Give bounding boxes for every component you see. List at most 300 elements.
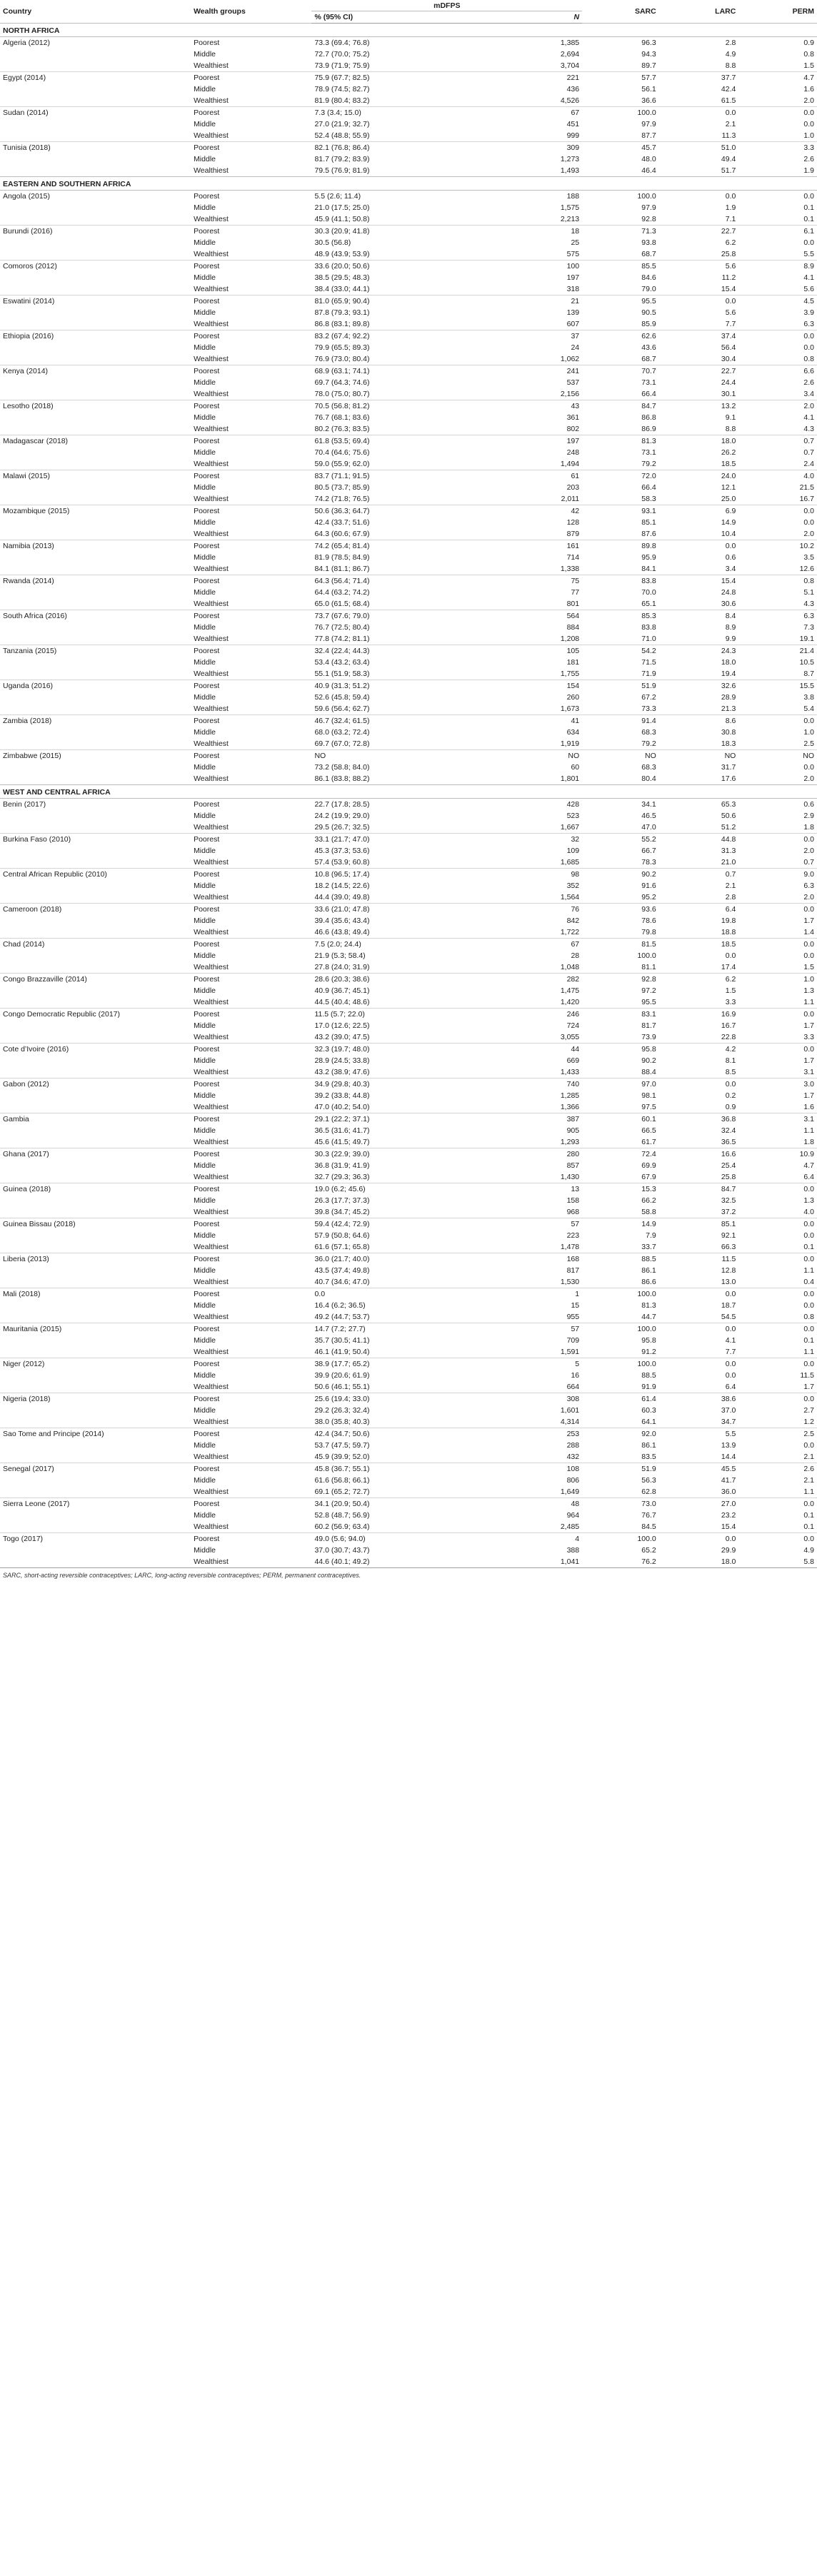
country-cell-empty — [0, 458, 191, 470]
country-cell-empty — [0, 1311, 191, 1323]
mdfps-pct-ci: 45.9 (41.1; 50.8) — [314, 215, 370, 223]
country-name: Angola (2015) — [3, 192, 50, 201]
mdfps-n: 1,494 — [560, 460, 580, 468]
sarc-value: 97.5 — [641, 1103, 656, 1111]
larc-value: 34.7 — [721, 1418, 736, 1426]
mdfps-n: 1,285 — [560, 1091, 580, 1100]
country-name: Tunisia (2018) — [0, 142, 191, 154]
wealth-group: Wealthiest — [194, 1138, 229, 1146]
wealth-group: Middle — [194, 1371, 216, 1380]
country-cell-empty — [0, 1440, 191, 1451]
wealth-group: Poorest — [191, 645, 311, 657]
wealth-group: Poorest — [191, 1498, 311, 1510]
perm-value: 4.0 — [803, 1208, 814, 1216]
country-cell-empty — [0, 1521, 191, 1533]
sarc-value: 78.3 — [641, 858, 656, 867]
country-cell-empty — [0, 1195, 191, 1206]
country-name: Ghana (2017) — [0, 1148, 191, 1161]
mdfps-n: 1,385 — [560, 39, 580, 47]
larc-value: 54.5 — [721, 1313, 736, 1321]
sarc-value: 70.0 — [641, 588, 656, 597]
table-row — [0, 563, 817, 575]
country-cell-empty — [0, 915, 191, 926]
mdfps-pct-ci: 39.2 (33.8; 44.8) — [314, 1091, 370, 1100]
wealth-group: Poorest — [191, 261, 311, 273]
mdfps-pct-ci: 43.2 (39.0; 47.5) — [314, 1033, 370, 1041]
sarc-value: 69.9 — [641, 1161, 656, 1170]
wealth-group: Middle — [194, 623, 216, 632]
mdfps-pct-ci: 74.2 (65.4; 81.4) — [311, 540, 508, 552]
larc-value: 8.8 — [725, 425, 736, 433]
mdfps-pct-ci: 49.0 (5.6; 94.0) — [311, 1533, 508, 1545]
wealth-group: Middle — [194, 238, 216, 247]
mdfps-n: 4,526 — [560, 96, 580, 105]
mdfps-n: 905 — [566, 1126, 580, 1135]
mdfps-n: 537 — [566, 378, 580, 387]
mdfps-pct-ci: 79.5 (76.9; 81.9) — [314, 166, 370, 175]
sarc-value: 97.2 — [641, 986, 656, 995]
table-row — [0, 213, 817, 226]
header-pct-ci: % (95% CI) — [311, 11, 508, 24]
table-row — [0, 1311, 817, 1323]
perm-value: 2.4 — [803, 460, 814, 468]
table-row — [0, 633, 817, 645]
larc-value: 5.6 — [725, 308, 736, 317]
wealth-group: Wealthiest — [194, 355, 229, 363]
table-row — [0, 1125, 817, 1136]
mdfps-pct-ci: 78.9 (74.5; 82.7) — [314, 85, 370, 94]
perm-value: 3.5 — [803, 553, 814, 562]
mdfps-pct-ci: 32.7 (29.3; 36.3) — [314, 1173, 370, 1181]
mdfps-pct-ci: 68.9 (63.1; 74.1) — [311, 365, 508, 378]
mdfps-n: 248 — [566, 448, 580, 457]
larc-value: 25.4 — [721, 1161, 736, 1170]
wealth-group: Middle — [194, 693, 216, 702]
larc-value: 0.0 — [659, 1079, 739, 1091]
sarc-value: 97.9 — [641, 120, 656, 128]
larc-value: 1.9 — [725, 203, 736, 212]
perm-value: 2.0 — [803, 847, 814, 855]
sarc-value: 90.5 — [641, 308, 656, 317]
table-row — [0, 283, 817, 296]
mdfps-n: 57 — [508, 1323, 583, 1335]
mdfps-pct-ci: 81.9 (80.4; 83.2) — [314, 96, 370, 105]
mdfps-n: 108 — [508, 1463, 583, 1475]
table-row — [0, 1545, 817, 1556]
country-cell-empty — [0, 307, 191, 318]
table-row — [0, 738, 817, 750]
sarc-value: 79.2 — [641, 460, 656, 468]
country-name: Tanzania (2015) — [0, 645, 191, 657]
mdfps-n: 806 — [566, 1476, 580, 1485]
table-row — [0, 353, 817, 365]
table-row — [0, 458, 817, 470]
country-cell-empty — [0, 517, 191, 528]
country-cell-empty — [0, 668, 191, 680]
mdfps-pct-ci: 42.4 (33.7; 51.6) — [314, 518, 370, 527]
wealth-group: Poorest — [191, 1253, 311, 1266]
sarc-value: 36.6 — [641, 96, 656, 105]
larc-value: 26.2 — [721, 448, 736, 457]
wealth-group: Middle — [194, 951, 216, 960]
table-row — [0, 1055, 817, 1066]
sarc-value: 86.8 — [641, 413, 656, 422]
table-row — [0, 587, 817, 598]
footnote: SARC, short-acting reversible contraceptives; LARC, long-acting reversible contraceptives; PERM, permanent contraceptives. — [3, 1572, 361, 1579]
sarc-value: 85.3 — [582, 610, 659, 622]
perm-value: 0.1 — [803, 215, 814, 223]
wealth-group: Poorest — [191, 904, 311, 916]
larc-value: 13.2 — [659, 400, 739, 413]
larc-value: 11.2 — [721, 273, 736, 282]
sarc-value: 90.2 — [582, 869, 659, 881]
sarc-value: 33.7 — [641, 1243, 656, 1251]
perm-value: 0.0 — [803, 192, 814, 201]
perm-value: 0.0 — [803, 343, 814, 352]
region-header-row — [0, 24, 817, 37]
larc-value: 37.2 — [721, 1208, 736, 1216]
larc-value: 25.8 — [721, 1173, 736, 1181]
table-row — [0, 130, 817, 142]
table-row — [0, 869, 817, 881]
table-row — [0, 365, 817, 378]
mdfps-pct-ci: 77.8 (74.2; 81.1) — [314, 635, 370, 643]
table-row — [0, 318, 817, 330]
mdfps-pct-ci: 57.9 (50.8; 64.6) — [314, 1231, 370, 1240]
perm-value: 2.0 — [738, 400, 817, 413]
larc-value: 2.8 — [725, 893, 736, 901]
sarc-value: 98.1 — [641, 1091, 656, 1100]
wealth-group: Middle — [194, 343, 216, 352]
larc-value: 22.7 — [659, 226, 739, 238]
table-row — [0, 261, 817, 273]
mdfps-pct-ci: 61.6 (57.1; 65.8) — [314, 1243, 370, 1251]
perm-value: 4.1 — [803, 273, 814, 282]
mdfps-n: 318 — [566, 285, 580, 293]
wealth-group: Middle — [194, 1161, 216, 1170]
sarc-value: 67.2 — [641, 693, 656, 702]
mdfps-pct-ci: 55.1 (51.9; 58.3) — [314, 670, 370, 678]
mdfps-n: 575 — [566, 250, 580, 258]
mdfps-pct-ci: 46.6 (43.8; 49.4) — [314, 928, 370, 936]
larc-value: 2.8 — [725, 39, 736, 47]
mdfps-pct-ci: 59.0 (55.9; 62.0) — [314, 460, 370, 468]
mdfps-pct-ci: 76.9 (73.0; 80.4) — [314, 355, 370, 363]
mdfps-pct-ci: 64.3 (60.6; 67.9) — [314, 530, 370, 538]
table-row — [0, 703, 817, 715]
table-row — [0, 153, 817, 165]
country-cell-empty — [0, 318, 191, 330]
mdfps-pct-ci: 33.6 (21.0; 47.8) — [311, 904, 508, 916]
table-row — [0, 307, 817, 318]
perm-value: 2.6 — [803, 378, 814, 387]
wealth-group: Wealthiest — [194, 1522, 229, 1531]
sarc-value: 86.6 — [641, 1278, 656, 1286]
country-name: Sao Tome and Principe (2014) — [0, 1428, 191, 1440]
table-row — [0, 1416, 817, 1428]
mdfps-pct-ci: 80.2 (76.3; 83.5) — [314, 425, 370, 433]
mdfps-pct-ci: 44.6 (40.1; 49.2) — [311, 1556, 508, 1568]
table-row — [0, 1533, 817, 1545]
region-name: NORTH AFRICA — [0, 24, 817, 37]
larc-value: 25.0 — [721, 495, 736, 503]
mdfps-n: 188 — [566, 192, 580, 201]
country-name: Sierra Leone (2017) — [0, 1498, 191, 1510]
mdfps-pct-ci: 69.1 (65.2; 72.7) — [314, 1487, 370, 1496]
table-row — [0, 1206, 817, 1218]
wealth-group: Poorest — [191, 1463, 311, 1475]
table-row — [0, 400, 817, 413]
table-row — [0, 575, 817, 587]
table-row — [0, 692, 817, 703]
country-cell-empty — [0, 272, 191, 283]
larc-value: 29.9 — [721, 1546, 736, 1555]
perm-value: 0.8 — [738, 575, 817, 587]
mdfps-pct-ci: 32.4 (22.4; 44.3) — [311, 645, 508, 657]
perm-value: 1.0 — [803, 131, 814, 140]
country-cell-empty — [0, 703, 191, 715]
mdfps-pct-ci: 81.7 (79.2; 83.9) — [314, 155, 370, 163]
country-name: Burkina Faso (2010) — [0, 834, 191, 846]
mdfps-n: 3,055 — [560, 1033, 580, 1041]
mdfps-n: 1,591 — [560, 1348, 580, 1356]
table-row — [0, 1276, 817, 1288]
perm-value: 2.0 — [803, 530, 814, 538]
wealth-group: Poorest — [191, 575, 311, 587]
larc-value: 16.6 — [659, 1148, 739, 1161]
country-cell-empty — [0, 587, 191, 598]
wealth-group: Poorest — [191, 610, 311, 622]
mdfps-pct-ci: 73.3 (69.4; 76.8) — [314, 39, 370, 47]
perm-value: 6.3 — [803, 320, 814, 328]
wealth-group: Poorest — [191, 226, 311, 238]
mdfps-n: 37 — [508, 330, 583, 343]
sarc-value: 76.2 — [582, 1556, 659, 1568]
mdfps-n: 161 — [508, 540, 583, 552]
sarc-value: 81.7 — [641, 1021, 656, 1030]
sarc-value: 91.9 — [641, 1383, 656, 1391]
country-name: Cameroon (2018) — [0, 904, 191, 916]
sarc-value: 90.2 — [641, 1056, 656, 1065]
sarc-value: 84.6 — [641, 273, 656, 282]
wealth-group: Wealthiest — [194, 425, 229, 433]
larc-value: 51.0 — [659, 142, 739, 154]
sarc-value: 88.4 — [641, 1068, 656, 1076]
perm-value: 3.9 — [803, 308, 814, 317]
sarc-value: 68.3 — [641, 728, 656, 737]
larc-value: 7.7 — [725, 1348, 736, 1356]
mdfps-n: 1 — [508, 1288, 583, 1300]
larc-value: 15.4 — [721, 1522, 736, 1531]
mdfps-n: 61 — [508, 470, 583, 483]
mdfps-n: 1,338 — [560, 565, 580, 573]
perm-value: 1.1 — [803, 1126, 814, 1135]
header-mdfps: mDFPS — [311, 0, 582, 11]
mdfps-pct-ci: 47.0 (40.2; 54.0) — [314, 1103, 370, 1111]
table-row — [0, 388, 817, 400]
sarc-value: 73.1 — [641, 448, 656, 457]
wealth-group: Wealthiest — [194, 963, 229, 971]
perm-value: 1.7 — [803, 1383, 814, 1391]
country-cell-empty — [0, 1136, 191, 1148]
wealth-group: Wealthiest — [194, 998, 229, 1006]
sarc-value: 45.7 — [582, 142, 659, 154]
mdfps-n: 203 — [566, 483, 580, 492]
sarc-value: 67.9 — [641, 1173, 656, 1181]
mdfps-pct-ci: 76.7 (72.5; 80.4) — [314, 623, 370, 632]
country-name: Rwanda (2014) — [0, 575, 191, 587]
wealth-group: Poorest — [191, 939, 311, 951]
country-cell-empty — [0, 49, 191, 60]
sarc-value: 85.5 — [582, 261, 659, 273]
wealth-group: Wealthiest — [194, 893, 229, 901]
sarc-value: 66.5 — [641, 1126, 656, 1135]
sarc-value: 44.7 — [641, 1313, 656, 1321]
sarc-value: 95.2 — [641, 893, 656, 901]
wealth-group: Poorest — [191, 296, 311, 308]
mdfps-n: 842 — [566, 916, 580, 925]
sarc-value: 80.4 — [641, 774, 656, 783]
wealth-group: Wealthiest — [194, 1103, 229, 1111]
mdfps-n: 18 — [508, 226, 583, 238]
mdfps-pct-ci: 43.2 (38.9; 47.6) — [314, 1068, 370, 1076]
sarc-value: 57.7 — [582, 72, 659, 84]
mdfps-pct-ci: 37.0 (30.7; 43.7) — [314, 1546, 370, 1555]
larc-value: 4.2 — [659, 1044, 739, 1056]
sarc-value: 97.9 — [641, 203, 656, 212]
wealth-group: Middle — [194, 1056, 216, 1065]
mdfps-n: 388 — [566, 1546, 580, 1555]
wealth-group: Middle — [194, 203, 216, 212]
mdfps-pct-ci: 59.4 (42.4; 72.9) — [311, 1218, 508, 1231]
perm-value: 0.0 — [803, 763, 814, 772]
mdfps-pct-ci: 52.6 (45.8; 59.4) — [314, 693, 370, 702]
mdfps-pct-ci: 27.8 (24.0; 31.9) — [314, 963, 370, 971]
mdfps-n: 564 — [508, 610, 583, 622]
perm-value: 2.0 — [803, 96, 814, 105]
table-row — [0, 750, 817, 762]
country-cell-empty — [0, 202, 191, 213]
wealth-group: Wealthiest — [194, 928, 229, 936]
perm-value: 1.6 — [803, 85, 814, 94]
country-name: Senegal (2017) — [0, 1463, 191, 1475]
larc-value: 24.3 — [659, 645, 739, 657]
mdfps-n: 1,575 — [560, 203, 580, 212]
wealth-group: Middle — [194, 658, 216, 667]
perm-value: 1.0 — [738, 974, 817, 986]
mdfps-pct-ci: 27.0 (21.9; 32.7) — [314, 120, 370, 128]
wealth-group: Poorest — [191, 834, 311, 846]
perm-value: 0.8 — [803, 355, 814, 363]
mdfps-pct-ci: 81.9 (78.5; 84.9) — [314, 553, 370, 562]
sarc-value: 72.0 — [582, 470, 659, 483]
mdfps-pct-ci: 40.9 (31.3; 51.2) — [311, 680, 508, 692]
country-cell-empty — [0, 1416, 191, 1428]
mdfps-pct-ci: 70.4 (64.6; 75.6) — [314, 448, 370, 457]
country-cell-empty — [0, 1055, 191, 1066]
mdfps-n: 42 — [508, 505, 583, 517]
table-row — [0, 1370, 817, 1381]
mdfps-pct-ci: 40.9 (36.7; 45.1) — [314, 986, 370, 995]
perm-value: 5.6 — [803, 285, 814, 293]
sarc-value: 87.6 — [641, 530, 656, 538]
country-cell-empty — [0, 563, 191, 575]
larc-value: 30.6 — [721, 600, 736, 608]
table-row — [0, 996, 817, 1009]
perm-value: 3.3 — [738, 142, 817, 154]
sarc-value: 68.7 — [641, 355, 656, 363]
wealth-group: Poorest — [191, 72, 311, 84]
wealth-group: Poorest — [191, 1148, 311, 1161]
mdfps-n: 968 — [566, 1208, 580, 1216]
mdfps-pct-ci: 39.9 (20.6; 61.9) — [314, 1371, 370, 1380]
table-row — [0, 423, 817, 435]
mdfps-pct-ci: 26.3 (17.7; 37.3) — [314, 1196, 370, 1205]
wealth-group: Middle — [194, 518, 216, 527]
country-name: Burundi (2016) — [0, 226, 191, 238]
sarc-value: 47.0 — [641, 823, 656, 832]
larc-value: 12.1 — [721, 483, 736, 492]
mdfps-pct-ci: 36.0 (21.7; 40.0) — [311, 1253, 508, 1266]
sarc-value: 68.3 — [641, 763, 656, 772]
country-name: Liberia (2013) — [0, 1253, 191, 1266]
larc-value: 6.9 — [659, 505, 739, 517]
mdfps-n: 308 — [508, 1393, 583, 1405]
table-row — [0, 915, 817, 926]
larc-value: 37.7 — [659, 72, 739, 84]
country-cell-empty — [0, 1486, 191, 1498]
larc-value: 37.0 — [721, 1406, 736, 1415]
wealth-group: Middle — [194, 882, 216, 890]
larc-value: 0.0 — [659, 540, 739, 552]
table-row — [0, 904, 817, 916]
table-row — [0, 1428, 817, 1440]
sarc-value: 83.5 — [641, 1453, 656, 1461]
country-cell-empty — [0, 1241, 191, 1253]
mdfps-pct-ci: 21.9 (5.3; 58.4) — [314, 951, 366, 960]
larc-value: 14.9 — [721, 518, 736, 527]
mdfps-pct-ci: 69.7 (64.3; 74.6) — [314, 378, 370, 387]
sarc-value: 46.4 — [641, 166, 656, 175]
sarc-value: 51.9 — [582, 680, 659, 692]
perm-value: 10.9 — [738, 1148, 817, 1161]
table-header — [0, 0, 817, 24]
mdfps-pct-ci: NO — [311, 750, 508, 762]
sarc-value: 92.0 — [582, 1428, 659, 1440]
country-cell-empty — [0, 1066, 191, 1079]
table-row — [0, 272, 817, 283]
table-row — [0, 1171, 817, 1183]
perm-value: 2.6 — [803, 155, 814, 163]
mdfps-n: 282 — [508, 974, 583, 986]
perm-value: 1.9 — [803, 166, 814, 175]
table-row — [0, 880, 817, 892]
larc-value: 7.1 — [725, 215, 736, 223]
wealth-group: Wealthiest — [194, 600, 229, 608]
table-row — [0, 1288, 817, 1300]
mdfps-n: NO — [508, 750, 583, 762]
wealth-group: Poorest — [191, 1288, 311, 1300]
perm-value: 1.0 — [803, 728, 814, 737]
perm-value: 0.0 — [738, 1498, 817, 1510]
wealth-group: Poorest — [191, 107, 311, 119]
larc-value: 24.4 — [721, 378, 736, 387]
mdfps-n: 4,314 — [560, 1418, 580, 1426]
sarc-value: 62.8 — [641, 1487, 656, 1496]
perm-value: 4.1 — [803, 413, 814, 422]
table-row — [0, 622, 817, 633]
sarc-value: 89.8 — [582, 540, 659, 552]
